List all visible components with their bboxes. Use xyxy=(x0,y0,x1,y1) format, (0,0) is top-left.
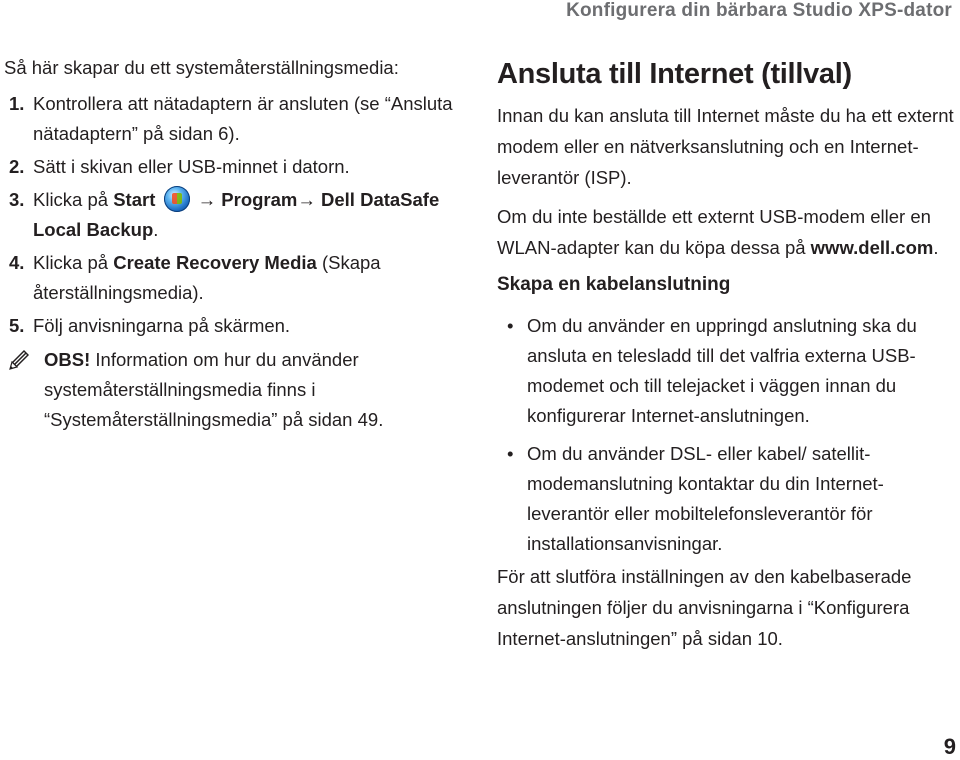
create-recovery-media-label: Create Recovery Media xyxy=(113,252,317,273)
step-number: 5. xyxy=(9,315,25,336)
step-text-pre: Klicka på xyxy=(33,252,114,273)
step-3 xyxy=(4,185,474,245)
page-number: 9 xyxy=(943,734,956,759)
step-text: Följ anvisningarna på skärmen. xyxy=(33,315,291,336)
step-text-post: . xyxy=(153,219,159,240)
pencil-note-icon xyxy=(6,347,32,373)
arrow-glyph: → xyxy=(297,189,316,210)
bullet-text: Om du använder en uppringd anslutning ska du ansluta en telesladd till det valfria externa USB-modemet och till telejacket i väggen innan du konfigurerar Internet-anslutningen. xyxy=(527,315,917,426)
note-block xyxy=(4,345,474,435)
paragraph-requirements: Innan du kan ansluta till Internet måste du ha ett externt modem eller en nätverksanslutning och en Internet-leverantör (ISP). xyxy=(497,105,954,188)
dell-website-link[interactable]: www.dell.com xyxy=(810,237,934,258)
paragraph-purchase xyxy=(497,201,960,263)
program-label: Program xyxy=(221,189,298,210)
step-4 xyxy=(4,248,474,308)
steps-list xyxy=(4,89,474,341)
section-title: Ansluta till Internet (tillval) xyxy=(497,58,852,90)
step-number: 1. xyxy=(9,93,25,114)
step-1 xyxy=(4,89,474,149)
step-5 xyxy=(4,311,474,341)
step-number: 2. xyxy=(9,156,25,177)
step-text-post: (Skapa återställningsmedia). xyxy=(33,252,381,303)
bullet-glyph: • xyxy=(507,443,514,464)
bullet-text: Om du använder DSL- eller kabel/ satellit-modemanslutning kontaktar du din Internet-leverantör eller mobiltelefonsleverantör för installationsanvisningar. xyxy=(527,443,884,554)
start-label: Start xyxy=(113,189,156,210)
note-text: Information om hur du använder systemåterställningsmedia finns i “Systemåterställningsmedia” på sidan 49. xyxy=(44,349,384,430)
right-column xyxy=(497,52,960,662)
step-number: 3. xyxy=(9,189,25,210)
windows-start-orb-icon xyxy=(164,186,190,212)
note-label: OBS! xyxy=(44,349,91,370)
intro-text: Så här skapar du ett systemåterställningsmedia: xyxy=(4,57,399,78)
step-2 xyxy=(4,152,474,182)
dell-datasafe-label: Dell DataSafe Local Backup xyxy=(33,189,440,240)
step-text-pre: Klicka på xyxy=(33,189,114,210)
running-header: Konfigurera din bärbara Studio XPS-dator xyxy=(566,0,952,21)
left-column xyxy=(4,52,474,435)
step-number: 4. xyxy=(9,252,25,273)
bullet-list xyxy=(497,311,960,559)
paragraph-purchase-text: Om du inte beställde ett externt USB-modem eller en WLAN-adapter kan du köpa dessa på xyxy=(497,206,931,258)
step-text: Sätt i skivan eller USB-minnet i datorn. xyxy=(33,156,350,177)
subheading: Skapa en kabelanslutning xyxy=(497,274,731,295)
step-text: Kontrollera att nätadaptern är ansluten (se “Ansluta nätadaptern” på sidan 6). xyxy=(33,93,453,144)
closing-paragraph: För att slutföra inställningen av den kabelbaserade anslutningen följer du anvisningarna i “Konfigurera Internet-anslutningen” på sidan 10. xyxy=(497,566,912,649)
arrow-glyph: → xyxy=(197,189,217,210)
paragraph-purchase-end: . xyxy=(933,237,939,258)
bullet-item-dsl xyxy=(497,439,960,559)
bullet-item-dialup xyxy=(497,311,960,431)
bullet-glyph: • xyxy=(507,315,514,336)
